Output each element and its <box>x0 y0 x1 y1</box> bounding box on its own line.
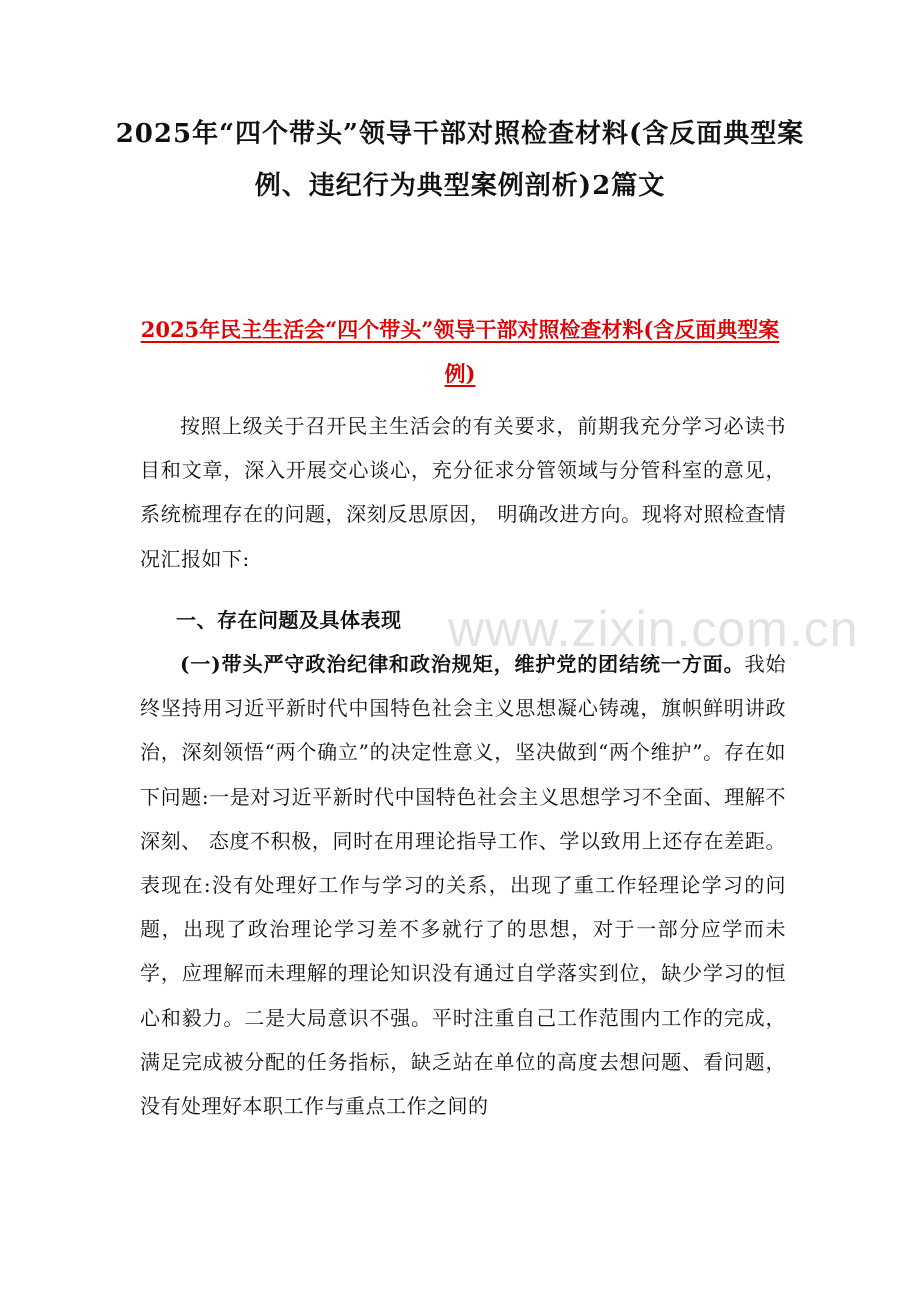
site-watermark: www.zixin.com.cn <box>448 601 859 657</box>
intro-paragraph: 按照上级关于召开民主生活会的有关要求，前期我充分学习必读书目和文章，深入开展交心谈心，充分征求分管领域与分管科室的意见，系统梳理存在的问题，深刻反思原因， 明确改进方向。现将对照检查情况汇报如下: <box>140 414 786 571</box>
section-title: 2025年民主生活会“四个带头”领导干部对照检查材料(含反面典型案例) <box>140 317 780 386</box>
heading-problems: 一、存在问题及具体表现 <box>176 608 402 632</box>
subheading-political-discipline: (一)带头严守政治纪律和政治规矩，维护党的团结统一方面。 <box>180 652 745 676</box>
problem-paragraph <box>140 642 786 1128</box>
problem-paragraph-text: 我始终坚持用习近平新时代中国特色社会主义思想凝心铸魂，旗帜鲜明讲政治，深刻领悟“两个确立”的决定性意义，坚决做到“两个维护”。存在如下问题:一是对习近平新时代中国特色社会主义思想学习不全面、理解不深刻、 态度不积极，同时在用理论指导工作、学以致用上还存在差距。表现在:没有处理好工作与学习的关系，出现了重工作轻理论学习的问题，出现了政治理论学习差不多就行了的思想，对于一部分应学而未学，应理解而未理解的理论知识没有通过自学落实到位，缺少学习的恒心和毅力。二是大局意识不强。平时注重自己工作范围内工作的完成，满足完成被分配的任务指标，缺乏站在单位的高度去想问题、看问题， 没有处理好本职工作与重点工作之间的 <box>140 652 786 1119</box>
document-title: 2025年“四个带头”领导干部对照检查材料(含反面典型案例、违纪行为典型案例剖析)2篇文 <box>115 119 805 201</box>
